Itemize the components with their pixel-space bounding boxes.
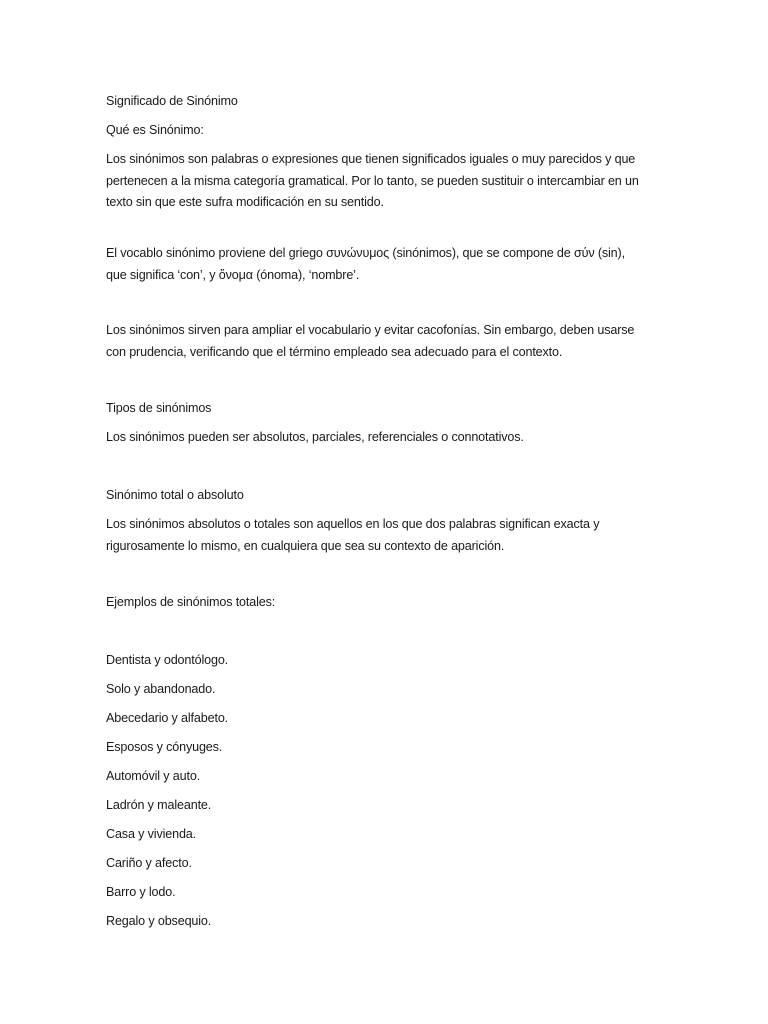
list-item: Automóvil y auto. (106, 769, 201, 783)
paragraph-etymology: El vocablo sinónimo proviene del griego συνώνυμος (sinónimos), que se compone de σύν (sin), que significa ‘con’, y ὄνομα (ónoma), ‘nombre’. (106, 246, 625, 282)
list-item: Dentista y odontólogo. (106, 653, 229, 667)
paragraph-usage: Los sinónimos sirven para ampliar el vocabulario y evitar cacofonías. Sin embargo, deben usarse con prudencia, verificando que el término empleado sea adecuado para el contexto. (106, 323, 635, 359)
heading-total-synonym: Sinónimo total o absoluto (106, 488, 244, 502)
list-item: Cariño y afecto. (106, 856, 192, 870)
heading-examples: Ejemplos de sinónimos totales: (106, 595, 276, 609)
paragraph-types: Los sinónimos pueden ser absolutos, parciales, referenciales o connotativos. (106, 430, 524, 444)
list-item: Solo y abandonado. (106, 682, 216, 696)
section-question: Qué es Sinónimo: (106, 123, 204, 137)
paragraph-definition: Los sinónimos son palabras o expresiones que tienen significados iguales o muy parecidos y que pertenecen a la misma categoría gramatical. Por lo tanto, se pueden sustituir o intercambiar en un texto sin que este sufra modificación en su sentido. (106, 152, 639, 209)
list-item: Abecedario y alfabeto. (106, 711, 229, 725)
list-item: Barro y lodo. (106, 885, 176, 899)
list-item: Casa y vivienda. (106, 827, 196, 841)
document-title: Significado de Sinónimo (106, 94, 238, 108)
heading-types: Tipos de sinónimos (106, 401, 212, 415)
list-item: Ladrón y maleante. (106, 798, 212, 812)
list-item: Esposos y cónyuges. (106, 740, 223, 754)
paragraph-total-synonym: Los sinónimos absolutos o totales son aquellos en los que dos palabras significan exacta y rigurosamente lo mismo, en cualquiera que sea su contexto de aparición. (106, 517, 600, 553)
list-item: Regalo y obsequio. (106, 914, 212, 928)
